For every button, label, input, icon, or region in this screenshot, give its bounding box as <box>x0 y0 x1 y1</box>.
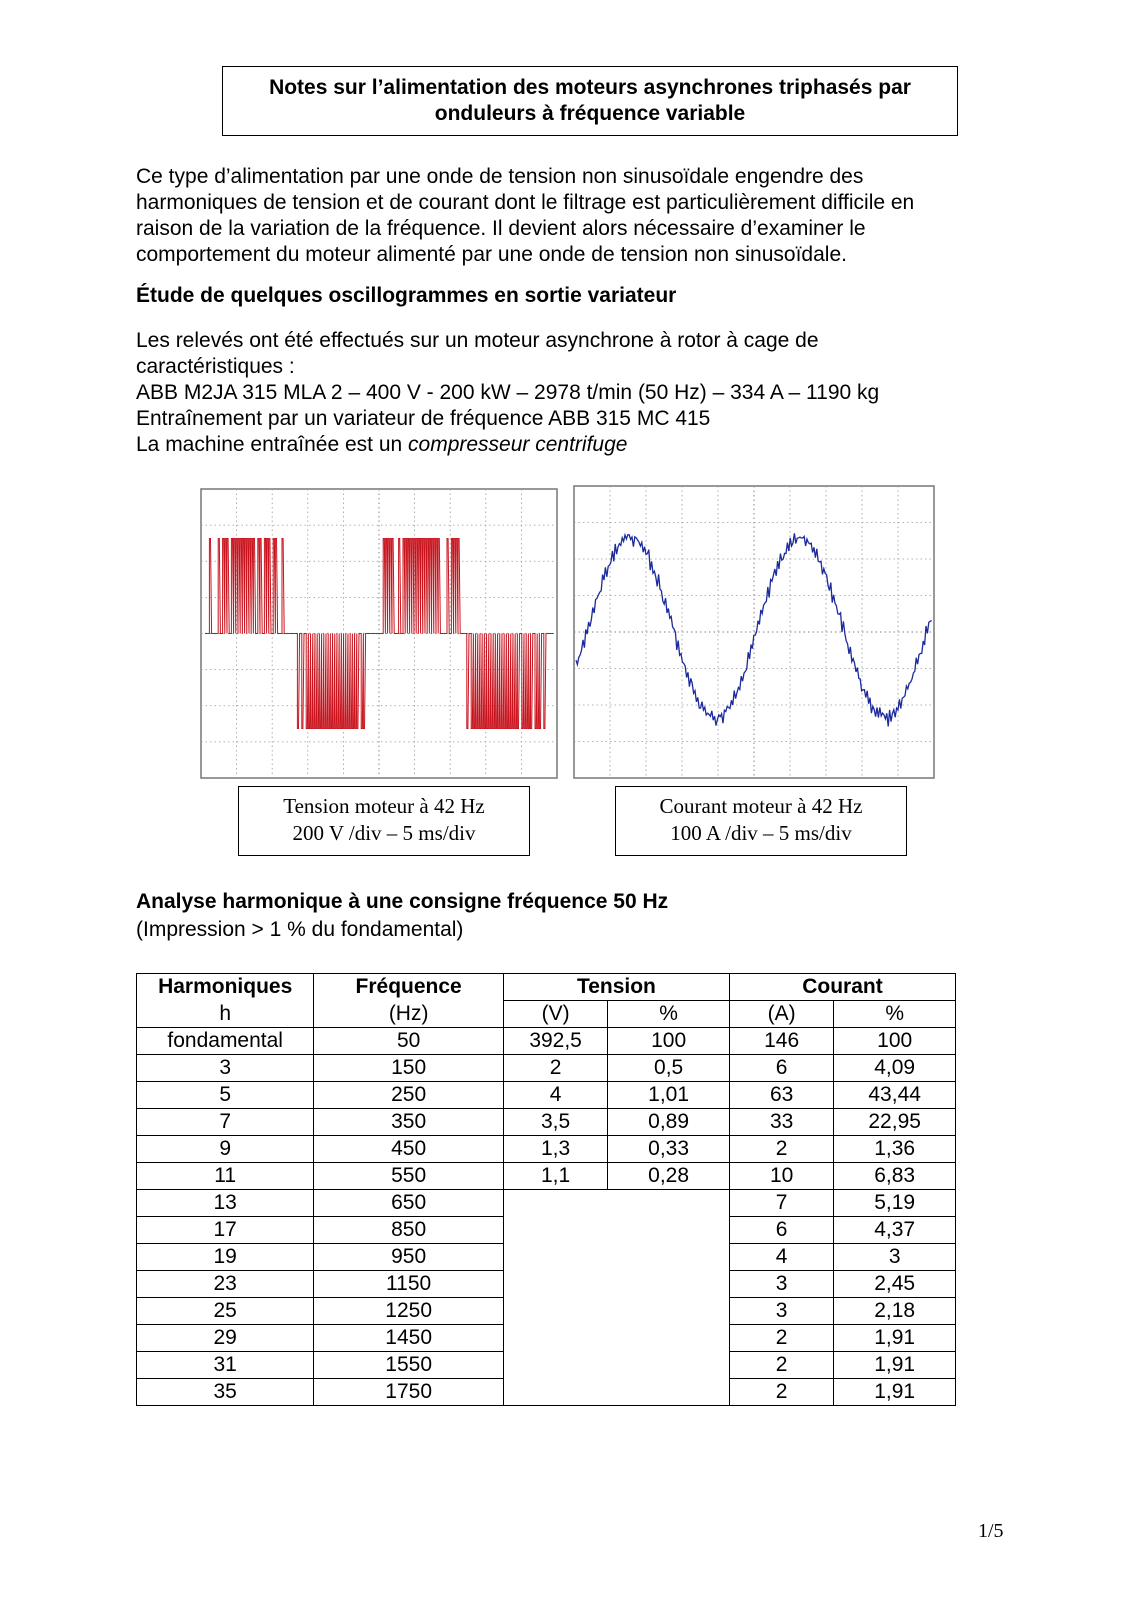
cell-tension-empty <box>503 1190 729 1406</box>
cell-frequence: 450 <box>314 1136 504 1163</box>
characteristics-line-5-italic: compresseur centrifuge <box>408 433 628 456</box>
voltage-caption-line-2: 200 V /div – 5 ms/div <box>292 821 476 845</box>
cell-harmonique: 7 <box>137 1109 314 1136</box>
unit-hz: (Hz) <box>314 1001 504 1028</box>
unit-percent-tension: % <box>608 1001 730 1028</box>
cell-courant-a: 3 <box>729 1298 833 1325</box>
cell-courant-pct: 4,09 <box>834 1055 956 1082</box>
cell-frequence: 250 <box>314 1082 504 1109</box>
cell-tension-pct: 1,01 <box>608 1082 730 1109</box>
cell-tension-v: 3,5 <box>503 1109 607 1136</box>
intro-paragraph <box>136 164 1016 268</box>
table-units-row <box>137 1001 956 1028</box>
cell-harmonique: 3 <box>137 1055 314 1082</box>
characteristics-line-4: Entraînement par un variateur de fréquence ABB 315 MC 415 <box>136 407 711 430</box>
cell-tension-v: 4 <box>503 1082 607 1109</box>
table-header-row <box>137 974 956 1001</box>
table-row <box>137 1055 956 1082</box>
intro-line-2: harmoniques de tension et de courant dont le filtrage est particulièrement difficile en <box>136 191 915 214</box>
current-oscillogram <box>570 482 938 782</box>
cell-frequence: 850 <box>314 1217 504 1244</box>
cell-frequence: 650 <box>314 1190 504 1217</box>
cell-harmonique: 25 <box>137 1298 314 1325</box>
voltage-caption-line-1: Tension moteur à 42 Hz <box>283 794 485 818</box>
cell-courant-pct: 22,95 <box>834 1109 956 1136</box>
characteristics-line-1: Les relevés ont été effectués sur un moteur asynchrone à rotor à cage de <box>136 329 819 352</box>
cell-harmonique: 13 <box>137 1190 314 1217</box>
cell-tension-pct: 0,89 <box>608 1109 730 1136</box>
section-subheading-impression: (Impression > 1 % du fondamental) <box>136 918 464 941</box>
cell-tension-v: 1,3 <box>503 1136 607 1163</box>
cell-frequence: 950 <box>314 1244 504 1271</box>
unit-percent-courant: % <box>834 1001 956 1028</box>
cell-harmonique: fondamental <box>137 1028 314 1055</box>
unit-volt: (V) <box>503 1001 607 1028</box>
cell-harmonique: 23 <box>137 1271 314 1298</box>
cell-courant-pct: 1,36 <box>834 1136 956 1163</box>
cell-courant-a: 6 <box>729 1055 833 1082</box>
cell-courant-a: 10 <box>729 1163 833 1190</box>
cell-harmonique: 17 <box>137 1217 314 1244</box>
table-row <box>137 1190 956 1217</box>
cell-courant-pct: 6,83 <box>834 1163 956 1190</box>
cell-courant-a: 2 <box>729 1136 833 1163</box>
cell-harmonique: 11 <box>137 1163 314 1190</box>
harmonic-table <box>136 973 956 1406</box>
cell-frequence: 1750 <box>314 1379 504 1406</box>
unit-h: h <box>137 1001 314 1028</box>
cell-courant-pct: 4,37 <box>834 1217 956 1244</box>
intro-line-3: raison de la variation de la fréquence. Il devient alors nécessaire d’examiner le <box>136 217 866 240</box>
cell-harmonique: 29 <box>137 1325 314 1352</box>
header-harmoniques: Harmoniques <box>137 974 314 1001</box>
current-waveform <box>576 533 932 726</box>
cell-frequence: 1450 <box>314 1325 504 1352</box>
section-heading-oscillogrammes: Étude de quelques oscillogrammes en sortie variateur <box>136 284 677 307</box>
cell-courant-a: 7 <box>729 1190 833 1217</box>
table-row <box>137 1109 956 1136</box>
header-frequence: Fréquence <box>314 974 504 1001</box>
cell-courant-pct: 1,91 <box>834 1379 956 1406</box>
cell-frequence: 1150 <box>314 1271 504 1298</box>
cell-courant-pct: 2,18 <box>834 1298 956 1325</box>
current-caption <box>615 786 907 856</box>
cell-courant-a: 63 <box>729 1082 833 1109</box>
cell-courant-pct: 1,91 <box>834 1352 956 1379</box>
cell-frequence: 150 <box>314 1055 504 1082</box>
intro-line-1: Ce type d’alimentation par une onde de tension non sinusoïdale engendre des <box>136 165 864 188</box>
cell-courant-a: 4 <box>729 1244 833 1271</box>
section-heading-analyse: Analyse harmonique à une consigne fréquence 50 Hz <box>136 890 669 913</box>
characteristics-line-2: caractéristiques : <box>136 355 295 378</box>
voltage-caption <box>238 786 530 856</box>
cell-courant-a: 2 <box>729 1325 833 1352</box>
cell-courant-pct: 43,44 <box>834 1082 956 1109</box>
table-row <box>137 1136 956 1163</box>
cell-courant-a: 6 <box>729 1217 833 1244</box>
cell-harmonique: 31 <box>137 1352 314 1379</box>
intro-line-4: comportement du moteur alimenté par une onde de tension non sinusoïdale. <box>136 243 847 266</box>
cell-courant-pct: 3 <box>834 1244 956 1271</box>
cell-courant-a: 146 <box>729 1028 833 1055</box>
cell-frequence: 1550 <box>314 1352 504 1379</box>
current-grid <box>574 486 934 778</box>
characteristics-line-3: ABB M2JA 315 MLA 2 – 400 V - 200 kW – 2978 t/min (50 Hz) – 334 A – 1190 kg <box>136 381 880 404</box>
characteristics-line-5-prefix: La machine entraînée est un <box>136 433 409 456</box>
cell-tension-pct: 0,5 <box>608 1055 730 1082</box>
cell-courant-pct: 100 <box>834 1028 956 1055</box>
document-title <box>222 66 958 136</box>
motor-characteristics-paragraph <box>136 328 1016 458</box>
cell-frequence: 1250 <box>314 1298 504 1325</box>
cell-harmonique: 35 <box>137 1379 314 1406</box>
cell-tension-pct: 0,28 <box>608 1163 730 1190</box>
cell-tension-pct: 0,33 <box>608 1136 730 1163</box>
table-row <box>137 1163 956 1190</box>
cell-courant-a: 3 <box>729 1271 833 1298</box>
page-number: 1/5 <box>978 1520 1004 1542</box>
cell-tension-v: 1,1 <box>503 1163 607 1190</box>
cell-harmonique: 9 <box>137 1136 314 1163</box>
cell-courant-pct: 5,19 <box>834 1190 956 1217</box>
cell-courant-a: 2 <box>729 1379 833 1406</box>
cell-harmonique: 19 <box>137 1244 314 1271</box>
cell-harmonique: 5 <box>137 1082 314 1109</box>
current-caption-line-2: 100 A /div – 5 ms/div <box>670 821 852 845</box>
title-line-1: Notes sur l’alimentation des moteurs asynchrones triphasés par <box>269 76 911 99</box>
voltage-oscillogram <box>197 485 561 782</box>
cell-frequence: 550 <box>314 1163 504 1190</box>
header-tension: Tension <box>503 974 729 1001</box>
cell-frequence: 350 <box>314 1109 504 1136</box>
cell-courant-a: 2 <box>729 1352 833 1379</box>
cell-courant-a: 33 <box>729 1109 833 1136</box>
cell-courant-pct: 2,45 <box>834 1271 956 1298</box>
header-courant: Courant <box>729 974 955 1001</box>
table-row <box>137 1082 956 1109</box>
cell-tension-pct: 100 <box>608 1028 730 1055</box>
title-line-2: onduleurs à fréquence variable <box>434 102 746 125</box>
cell-tension-v: 2 <box>503 1055 607 1082</box>
cell-tension-v: 392,5 <box>503 1028 607 1055</box>
cell-frequence: 50 <box>314 1028 504 1055</box>
table-row <box>137 1028 956 1055</box>
cell-courant-pct: 1,91 <box>834 1325 956 1352</box>
current-caption-line-1: Courant moteur à 42 Hz <box>659 794 863 818</box>
unit-ampere: (A) <box>729 1001 833 1028</box>
characteristics-line-5 <box>136 432 1016 458</box>
